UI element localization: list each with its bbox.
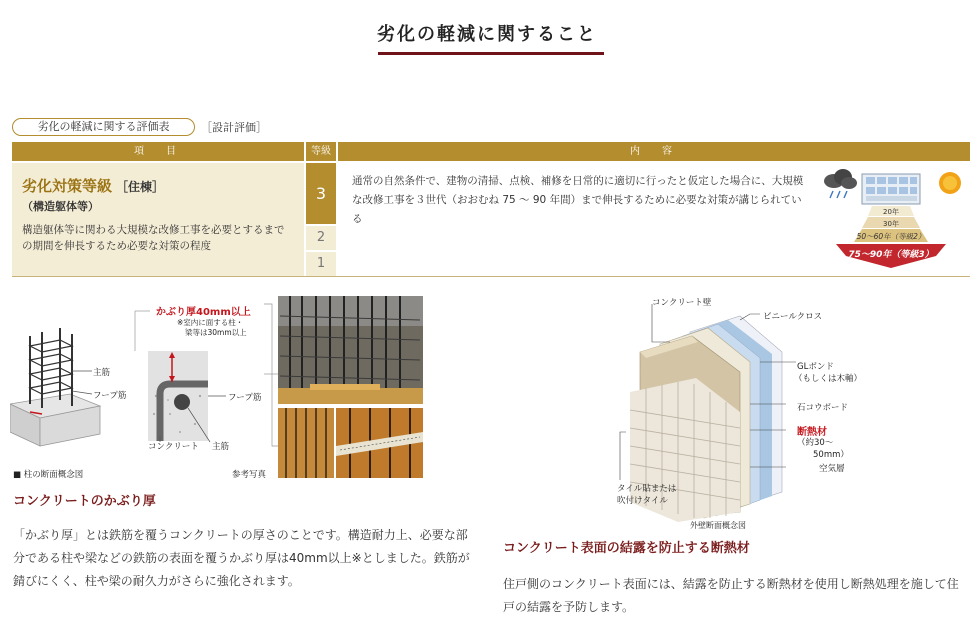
- rebar-photo-top: [278, 296, 423, 404]
- cover-section-title: コンクリートのかぶり厚: [13, 494, 156, 509]
- column-caption: ■ 柱の断面概念図: [13, 470, 84, 480]
- insulation-section-title: コンクリート表面の結露を防止する断熱材: [503, 541, 750, 556]
- header-grade: 等級: [306, 142, 336, 161]
- hoop-bar-label-1: フープ筋: [93, 391, 127, 401]
- concrete-label: コンクリート: [148, 442, 199, 452]
- step-20: 20年: [883, 208, 899, 216]
- tile-label-1: タイル貼または: [617, 484, 677, 494]
- evaluation-table: [12, 142, 970, 276]
- item-title: [22, 175, 294, 196]
- content-text: 通常の自然条件で、建物の清掃、点検、補修を日常的に適切に行ったと仮定した場合に、大規模な改修工事を３世代（おおむね 75 ～ 90 年間）まで伸長するために必要な対策が講じられている: [352, 175, 804, 225]
- table-bottom-rule: [12, 276, 970, 277]
- item-title-text: 劣化対策等級: [22, 177, 113, 195]
- cloud-icon: [824, 169, 857, 198]
- design-evaluation-note: ［設計評価］: [201, 121, 267, 134]
- cover-thickness-label: かぶり厚40mm以上: [156, 307, 251, 318]
- insulation-section-body: 住戸側のコンクリート表面には、結露を防止する断熱材を使用し断熱処理を施して住戸の結露を予防します。: [503, 577, 959, 614]
- step-30: 30年: [883, 220, 899, 228]
- grade-3-cell: 3: [306, 163, 336, 224]
- evaluation-table-label: 劣化の軽減に関する評価表: [12, 118, 195, 136]
- cover-note-2: 梁等は30mm以上: [185, 328, 247, 337]
- title-underline: [378, 52, 604, 55]
- sun-icon: [939, 172, 961, 194]
- insulation-sub-label-1: （約30～: [797, 438, 834, 448]
- step-grade3: 75～90年（等級3）: [848, 250, 934, 260]
- header-item: 項 目: [12, 142, 304, 161]
- item-tag: ［住棟］: [116, 180, 165, 194]
- header-content: 内 容: [338, 142, 970, 161]
- main-bar-label-1: 主筋: [93, 368, 111, 378]
- hoop-bar-label-2: フープ筋: [228, 393, 262, 403]
- page-title: 劣化の軽減に関すること: [377, 24, 597, 45]
- rebar-column-icon: [10, 328, 100, 446]
- photo-caption: 参考写真: [232, 470, 267, 480]
- building-icon: [862, 174, 920, 204]
- rebar-photo-bottom-left: [278, 408, 334, 478]
- main-bar-label-2: 主筋: [212, 442, 230, 452]
- vinyl-cloth-label: ビニールクロス: [763, 312, 823, 322]
- gypsum-board-label: 石コウボード: [797, 403, 849, 413]
- durability-illustration: [816, 164, 966, 276]
- item-cell: [12, 163, 304, 276]
- grade-2-cell: 2: [306, 226, 336, 250]
- cover-section-icon: [148, 351, 208, 441]
- cover-section-body: 「かぶり厚」とは鉄筋を覆うコンクリートの厚さのことです。構造耐力上、必要な部分である柱や梁などの鉄筋の表面を覆うかぶり厚は40mm以上※としました。鉄筋が錆びにくく、柱や梁の耐久力がさらに強化されます。: [13, 528, 470, 588]
- insulation-label: 断熱材: [797, 427, 827, 438]
- insulation-sub-label-2: 50mm）: [813, 450, 849, 460]
- gl-bond-sub-label: （もしくは木軸）: [794, 374, 863, 384]
- grade-1-cell: 1: [306, 252, 336, 276]
- rebar-photo-bottom-right: [336, 408, 423, 478]
- gl-bond-label: GLボンド: [797, 362, 834, 372]
- step-grade2: 50～60年（等級2）: [856, 232, 926, 241]
- air-layer-label: 空気層: [819, 464, 845, 474]
- wall-caption: 外壁断面概念図: [690, 521, 746, 530]
- concrete-wall-label: コンクリート壁: [652, 298, 712, 308]
- tile-label-2: 吹付けタイル: [617, 496, 668, 506]
- item-subtitle: （構造躯体等）: [22, 200, 99, 213]
- cover-note-1: ※室内に面する柱・: [177, 318, 244, 327]
- item-description: 構造躯体等に関わる大規模な改修工事を必要とするまでの期間を伸長するため必要な対策の程度: [22, 224, 285, 252]
